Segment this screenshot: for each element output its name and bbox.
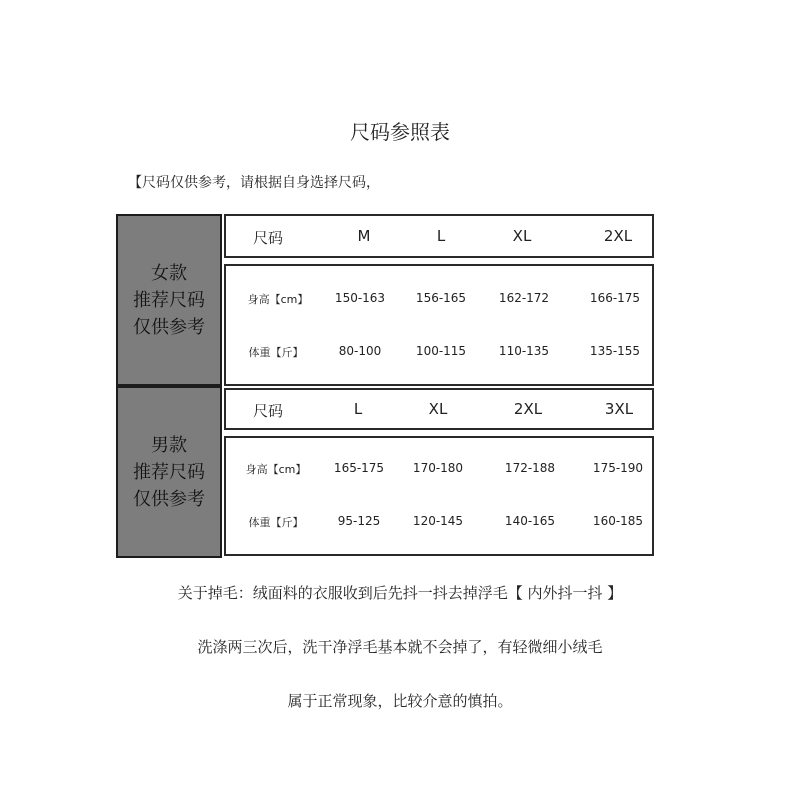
table-cell: 162-172	[498, 291, 550, 305]
footer-line: 洗涤两三次后，洗干净浮毛基本就不会掉了，有轻微细小绒毛	[197, 638, 603, 656]
footer-line: 关于掉毛：绒面料的衣服收到后先抖一抖去掉浮毛【 内外抖一抖 】	[177, 584, 623, 602]
men-side-label	[116, 386, 222, 558]
table-cell: 120-145	[412, 514, 464, 528]
page-title: 尺码参照表	[350, 120, 450, 144]
header-cell: XL	[512, 227, 532, 245]
table-cell: 172-188	[504, 461, 556, 475]
table-row	[226, 291, 652, 311]
table-row	[226, 344, 652, 364]
women-section	[116, 214, 654, 386]
side-line: 男款	[151, 434, 187, 456]
footer-line: 属于正常现象，比较介意的慎拍。	[287, 692, 513, 710]
men-section	[116, 386, 654, 558]
header-cell: 2XL	[603, 227, 633, 245]
table-cell: 165-175	[333, 461, 385, 475]
row-label: 体重【斤】	[248, 346, 304, 359]
header-row	[226, 227, 652, 247]
table-cell: 175-190	[592, 461, 644, 475]
header-cell: XL	[428, 400, 448, 418]
side-line: 推荐尺码	[133, 461, 205, 483]
table-cell: 166-175	[589, 291, 641, 305]
header-row	[226, 400, 652, 420]
women-side-label	[116, 214, 222, 386]
side-line: 仅供参考	[133, 316, 205, 338]
header-cell: 尺码	[252, 229, 284, 247]
table-cell: 140-165	[504, 514, 556, 528]
row-label: 身高【cm】	[245, 463, 307, 476]
header-cell: 尺码	[252, 402, 284, 420]
side-line: 女款	[151, 262, 187, 284]
table-row	[226, 514, 652, 534]
men-body-box	[224, 436, 654, 556]
header-cell: 2XL	[513, 400, 543, 418]
table-cell: 160-185	[592, 514, 644, 528]
women-body-box	[224, 264, 654, 386]
header-cell: L	[436, 227, 446, 245]
table-cell: 100-115	[415, 344, 467, 358]
table-cell: 95-125	[337, 514, 381, 528]
women-header-box	[224, 214, 654, 258]
row-label: 体重【斤】	[248, 516, 304, 529]
row-label: 身高【cm】	[247, 293, 309, 306]
side-line: 推荐尺码	[133, 289, 205, 311]
table-cell: 170-180	[412, 461, 464, 475]
header-cell: L	[353, 400, 363, 418]
table-cell: 150-163	[334, 291, 386, 305]
header-cell: M	[357, 227, 371, 245]
table-cell: 80-100	[338, 344, 382, 358]
side-line: 仅供参考	[133, 488, 205, 510]
table-cell: 135-155	[589, 344, 641, 358]
men-header-box	[224, 388, 654, 430]
reference-note: 【尺码仅供参考，请根据自身选择尺码，	[128, 175, 380, 191]
header-cell: 3XL	[604, 400, 634, 418]
table-row	[226, 461, 652, 481]
table-cell: 156-165	[415, 291, 467, 305]
table-cell: 110-135	[498, 344, 550, 358]
